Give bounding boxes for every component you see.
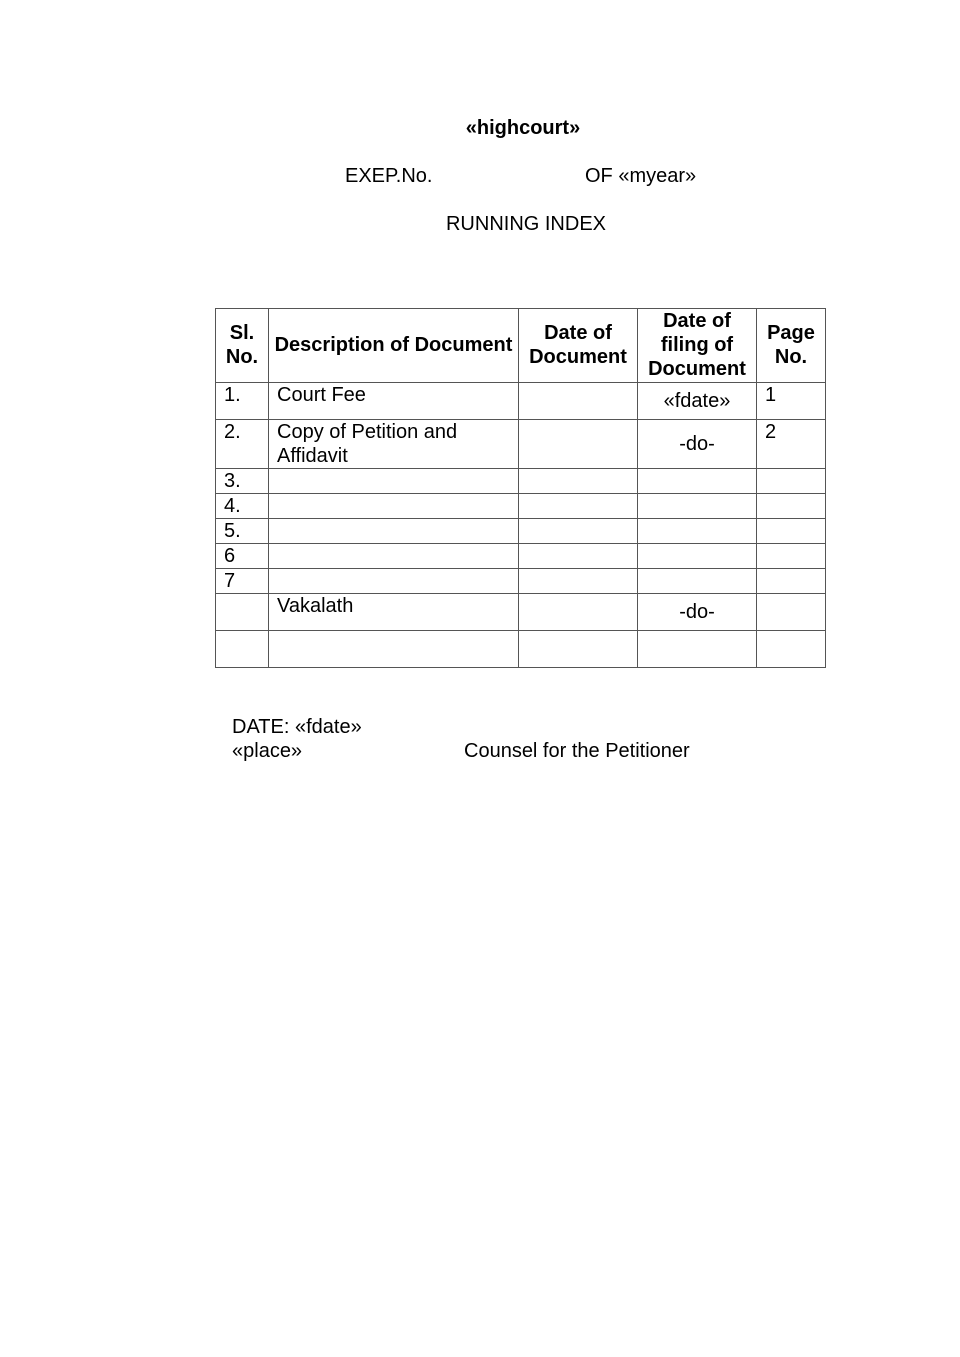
cell-description [269,544,519,569]
cell-page-no [757,494,826,519]
cell-sl-no: 2. [216,420,269,469]
cell-date-of-document [519,631,638,668]
cell-sl-no: 1. [216,383,269,420]
table-header-row [216,309,826,383]
running-index-table [215,308,826,668]
cell-page-no [757,569,826,594]
cell-date-of-filing [638,519,757,544]
cell-description [269,494,519,519]
cell-date-of-filing: «fdate» [638,383,757,420]
cell-sl-no [216,631,269,668]
table-row [216,544,826,569]
table-row [216,469,826,494]
cell-page-no: 2 [757,420,826,469]
table-row [216,631,826,668]
cell-page-no [757,519,826,544]
court-name: «highcourt» [465,117,581,139]
table-row [216,383,826,420]
table-row [216,494,826,519]
cell-date-of-filing [638,569,757,594]
cell-sl-no [216,594,269,631]
cell-date-of-document [519,420,638,469]
cell-date-of-filing [638,631,757,668]
cell-page-no [757,631,826,668]
cell-date-of-document [519,469,638,494]
cell-description [269,469,519,494]
header-page-no: Page No. [757,309,826,383]
header-date-of-filing: Date of filing of Document [638,309,757,383]
cell-date-of-document [519,383,638,420]
table-row [216,569,826,594]
footer-place: «place» [232,740,303,762]
cell-sl-no: 7 [216,569,269,594]
cell-date-of-document [519,594,638,631]
cell-page-no: 1 [757,383,826,420]
table-row [216,519,826,544]
cell-date-of-filing: -do- [638,594,757,631]
header-sl-no: Sl. No. [216,309,269,383]
cell-description [269,519,519,544]
of-year-label: OF «myear» [585,165,697,187]
header-description: Description of Document [269,309,519,383]
cell-description: Copy of Petition and Affidavit [269,420,519,469]
cell-date-of-filing [638,469,757,494]
cell-sl-no: 6 [216,544,269,569]
cell-description [269,631,519,668]
cell-date-of-document [519,494,638,519]
cell-page-no [757,594,826,631]
cell-page-no [757,469,826,494]
cell-date-of-document [519,519,638,544]
footer-date: DATE: «fdate» [232,716,362,738]
cell-description [269,569,519,594]
cell-description: Vakalath [269,594,519,631]
table-row [216,420,826,469]
cell-sl-no: 4. [216,494,269,519]
page-title: RUNNING INDEX [445,213,606,235]
cell-date-of-document [519,544,638,569]
cell-sl-no: 3. [216,469,269,494]
table-row [216,594,826,631]
cell-page-no [757,544,826,569]
exep-number-label: EXEP.No. [345,165,433,187]
cell-description: Court Fee [269,383,519,420]
cell-date-of-filing [638,494,757,519]
counsel-signature-label: Counsel for the Petitioner [464,740,690,762]
cell-date-of-filing [638,544,757,569]
cell-date-of-filing: -do- [638,420,757,469]
cell-date-of-document [519,569,638,594]
cell-sl-no: 5. [216,519,269,544]
header-date-of-document: Date of Document [519,309,638,383]
